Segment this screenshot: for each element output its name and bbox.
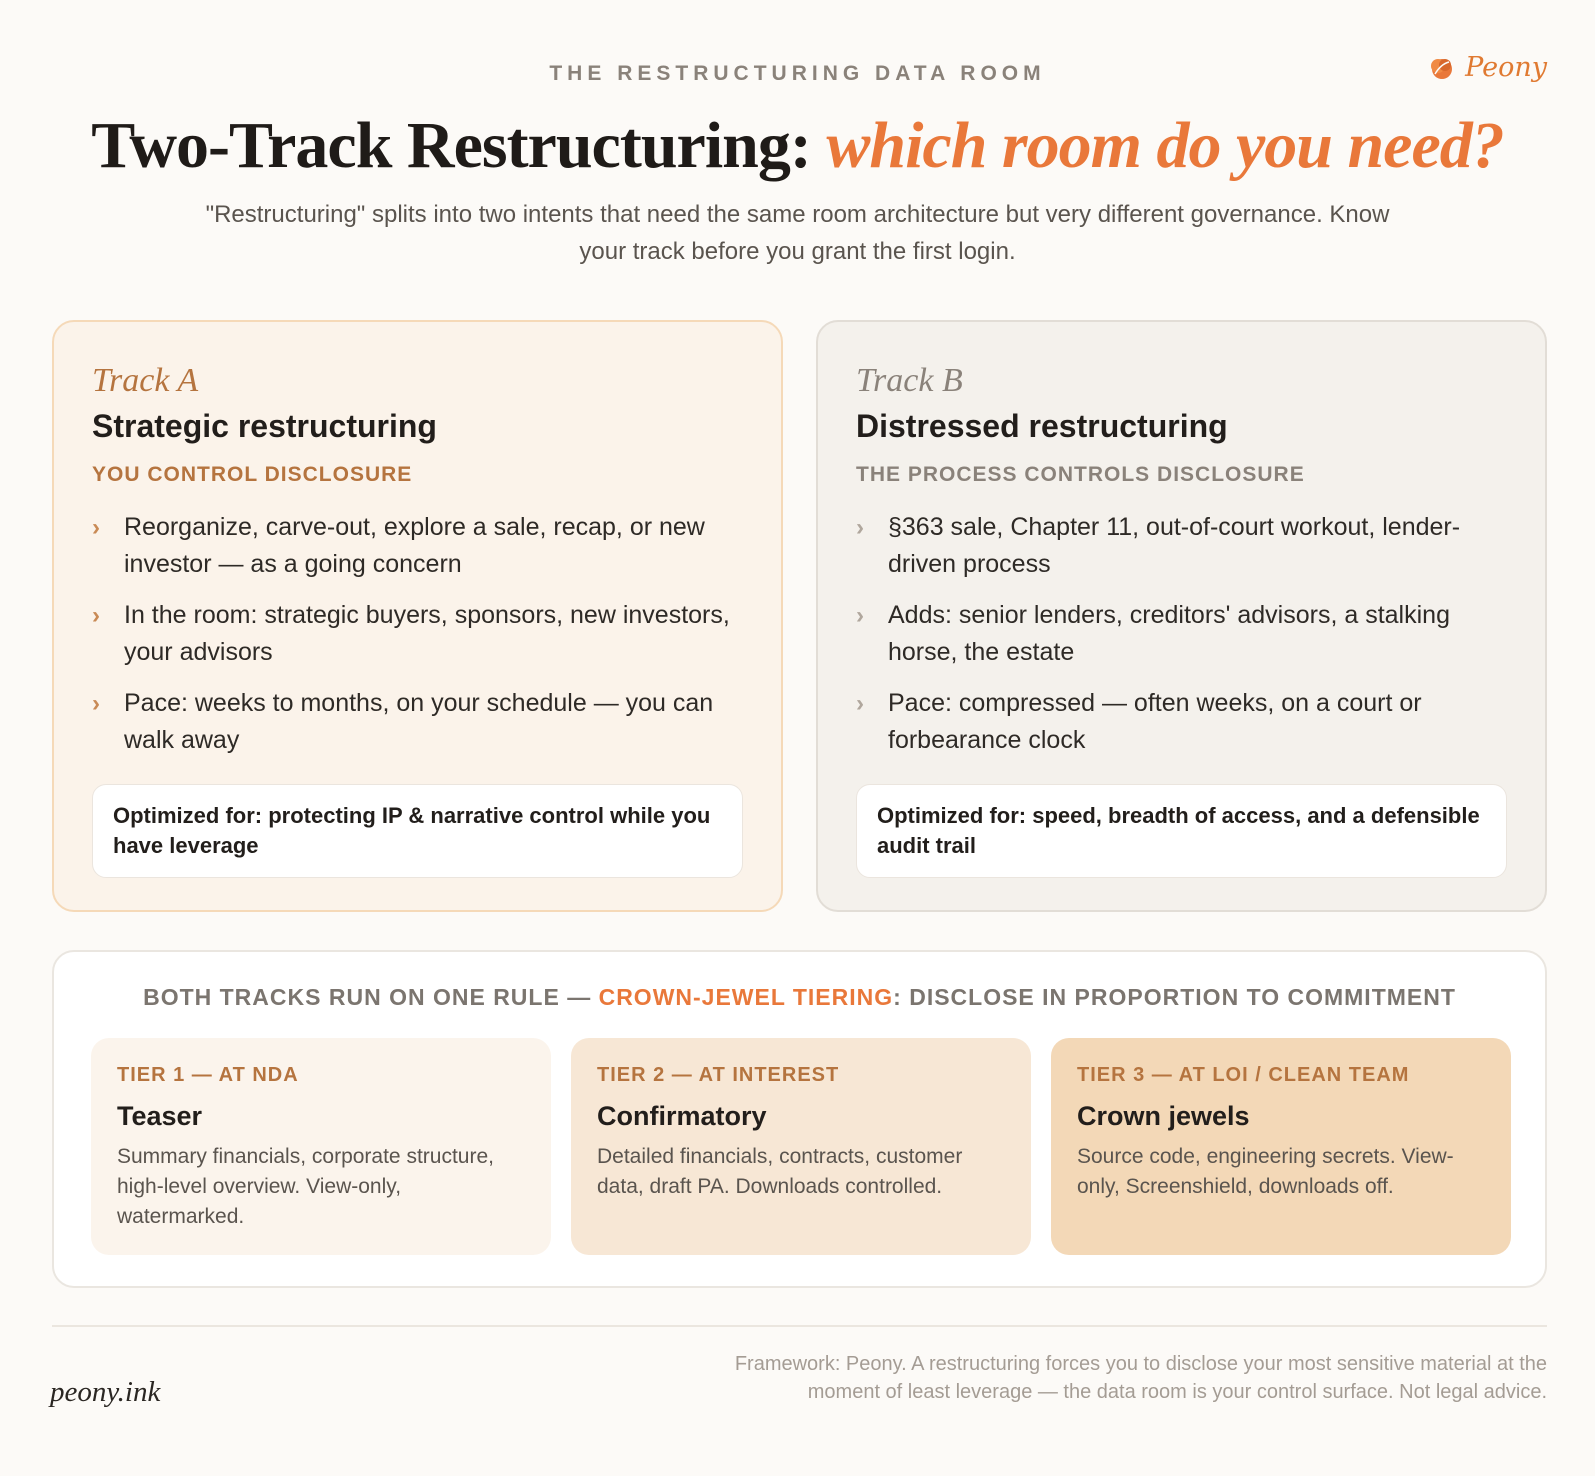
track-a-card bbox=[52, 320, 783, 912]
title-main: Two-Track Restructuring: bbox=[91, 109, 827, 182]
track-title: Distressed restructuring bbox=[856, 408, 1228, 444]
tier-label: TIER 3 — AT LOI / CLEAN TEAM bbox=[1077, 1064, 1410, 1086]
tier-description: Detailed financials, contracts, customer data, draft PA. Downloads controlled. bbox=[597, 1145, 963, 1198]
chevron-right-icon: › bbox=[856, 602, 864, 629]
title-accent: which room do you need? bbox=[826, 109, 1504, 182]
chevron-right-icon: › bbox=[92, 690, 100, 717]
bullet-text: In the room: strategic buyers, sponsors, new investors, your advisors bbox=[124, 601, 730, 666]
bullet-text: Pace: weeks to months, on your schedule — you can walk away bbox=[124, 689, 714, 754]
tier-description: Summary financials, corporate structure, high-level overview. View-only, watermarked. bbox=[117, 1145, 494, 1228]
page-title bbox=[0, 108, 1595, 184]
tier-title: Confirmatory bbox=[597, 1101, 767, 1131]
bullet-text: Pace: compressed — often weeks, on a court or forbearance clock bbox=[888, 689, 1422, 754]
chevron-right-icon: › bbox=[92, 602, 100, 629]
chevron-right-icon: › bbox=[856, 514, 864, 541]
bullet-item bbox=[856, 597, 1507, 671]
page-subtitle: "Restructuring" splits into two intents that need the same room architecture but very different governance. Know your track before you grant the first login. bbox=[205, 201, 1390, 265]
tiering-heading bbox=[54, 984, 1545, 1011]
track-kicker: Track B bbox=[856, 362, 963, 399]
track-title: Strategic restructuring bbox=[92, 408, 437, 444]
track-tag: THE PROCESS CONTROLS DISCLOSURE bbox=[856, 463, 1305, 486]
track-tag: YOU CONTROL DISCLOSURE bbox=[92, 463, 413, 486]
logo-wordmark: Peony bbox=[1465, 52, 1547, 83]
footer-divider bbox=[52, 1325, 1547, 1327]
track-bullets bbox=[92, 509, 743, 759]
tiering-panel bbox=[52, 950, 1547, 1288]
tier-description: Source code, engineering secrets. View-only, Screenshield, downloads off. bbox=[1077, 1145, 1454, 1198]
bullet-item bbox=[92, 597, 743, 671]
bullet-item bbox=[92, 509, 743, 583]
footer-note: Framework: Peony. A restructuring forces you to disclose your most sensitive material at the moment of least leverage — the data room is your control surface. Not legal advice. bbox=[734, 1353, 1547, 1403]
chevron-right-icon: › bbox=[92, 514, 100, 541]
tier-card-2 bbox=[571, 1038, 1031, 1255]
optimized-for-box: Optimized for: speed, breadth of access, and a defensible audit trail bbox=[856, 784, 1507, 878]
heading-suffix: : DISCLOSE IN PROPORTION TO COMMITMENT bbox=[893, 984, 1456, 1010]
tier-card-3 bbox=[1051, 1038, 1511, 1255]
bullet-item bbox=[856, 685, 1507, 759]
page-eyebrow: THE RESTRUCTURING DATA ROOM bbox=[549, 62, 1046, 85]
bullet-text: Reorganize, carve-out, explore a sale, recap, or new investor — as a going concern bbox=[124, 513, 705, 578]
footer-brand-link[interactable]: peony.ink bbox=[50, 1376, 161, 1408]
track-b-card bbox=[816, 320, 1547, 912]
peony-flower-icon bbox=[1427, 54, 1455, 82]
chevron-right-icon: › bbox=[856, 690, 864, 717]
tier-title: Teaser bbox=[117, 1101, 203, 1131]
bullet-text: §363 sale, Chapter 11, out-of-court workout, lender-driven process bbox=[888, 513, 1461, 578]
heading-prefix: BOTH TRACKS RUN ON ONE RULE — bbox=[143, 984, 599, 1010]
tier-label: TIER 2 — AT INTEREST bbox=[597, 1064, 840, 1086]
tier-title: Crown jewels bbox=[1077, 1101, 1250, 1131]
track-bullets bbox=[856, 509, 1507, 759]
bullet-item bbox=[92, 685, 743, 759]
tier-label: TIER 1 — AT NDA bbox=[117, 1064, 299, 1086]
peony-logo[interactable] bbox=[1427, 52, 1547, 83]
track-kicker: Track A bbox=[92, 362, 199, 399]
optimized-for-box: Optimized for: protecting IP & narrative control while you have leverage bbox=[92, 784, 743, 878]
tier-card-1 bbox=[91, 1038, 551, 1255]
bullet-text: Adds: senior lenders, creditors' advisors, a stalking horse, the estate bbox=[888, 601, 1450, 666]
heading-highlight: CROWN-JEWEL TIERING bbox=[598, 984, 894, 1010]
bullet-item bbox=[856, 509, 1507, 583]
